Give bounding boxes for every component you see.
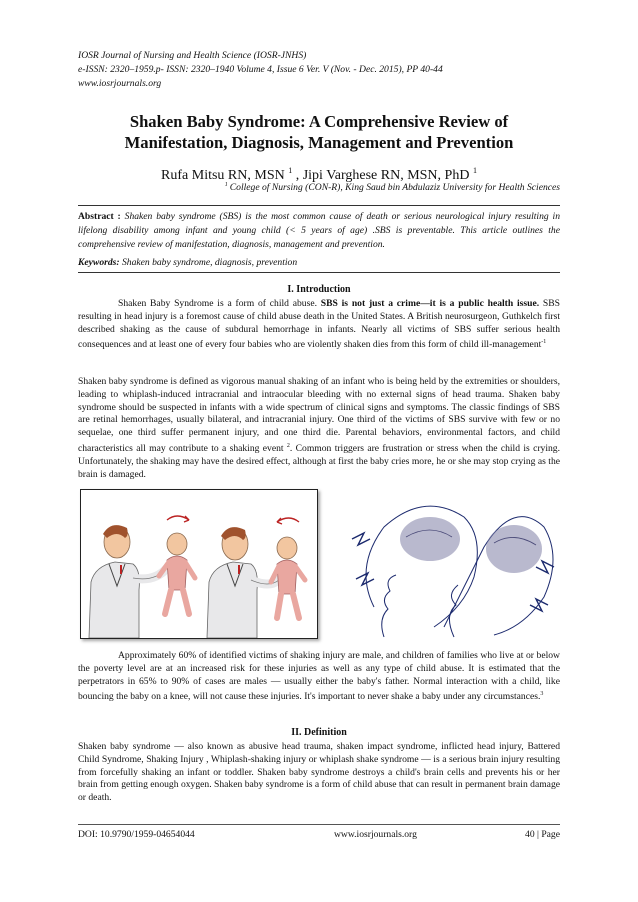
intro-p2-text: Shaken baby syndrome is defined as vigorous manual shaking of an infant who is being held by the extremities or shoulders, leading to whiplash-induced intracranial and intraocular bleeding with no external signs of head trauma. Shaken baby syndrome should be suspected in infants with a wide spectrum of clinical signs and symptoms. The classic findings of SBS are retinal hemorrhages, usually bilateral, and intracranial injury. One third of the victims of SBS survive with few or no sequelae, one third suffer permanent injury, and one third die. Parental behaviors, environmental factors, and child characteristics all may contribute to a shaking event xyxy=(78,376,560,454)
author-1: Rufa Mitsu RN, MSN xyxy=(161,168,285,183)
title-line-2: Manifestation, Diagnosis, Management and Prevention xyxy=(124,133,514,152)
citation-mark: 3 xyxy=(540,691,544,698)
intro-p1-text: SBS resulting in head injury is a foremost cause of child abuse death in the United States. A British neurosurgeon, Guthkelch first described shaking as the cause of subdural hemorrhage in infants. Nearly all victims of SBS suffer serious health consequences and at least one of every four babies who are violently shaken dies from this form of child ill-management xyxy=(78,298,560,351)
intro-paragraph-3 xyxy=(78,650,560,704)
infant-head-outlines xyxy=(366,506,553,637)
keywords xyxy=(78,256,560,270)
abstract-label: Abstract : xyxy=(78,211,121,222)
keywords-label: Keywords: xyxy=(78,257,120,268)
affiliation xyxy=(78,182,560,193)
author-list xyxy=(78,162,560,184)
caregiver-figure-left xyxy=(89,525,174,638)
author-1-affil-mark: 1 xyxy=(288,166,293,175)
section-heading-definition: II. Definition xyxy=(291,727,347,738)
journal-url: www.iosrjournals.org xyxy=(78,78,162,89)
infant-figure-right xyxy=(271,518,305,618)
citation-mark: -1 xyxy=(541,339,547,346)
footer-site: www.iosrjournals.org xyxy=(334,829,417,840)
intro-p1-bold: SBS is not just a crime—it is a public health issue. xyxy=(320,298,540,309)
citation-mark: 2 xyxy=(286,442,290,449)
intro-p3-text: Approximately 60% of identified victims of shaking injury are male, and children of families who live at or below the poverty level are at an increased risk for these injuries as well as any type of child abuse. It is estimated that the perpetrators in 65% to 90% of cases are males — usually either the baby's father. Normal interaction with a child, like bouncing the baby on a knee, will not cause these injuries. It's important to never shake a baby under any circumstances. xyxy=(78,650,560,703)
journal-name: IOSR Journal of Nursing and Health Science (IOSR-JNHS) xyxy=(78,50,307,61)
section-heading-introduction: I. Introduction xyxy=(287,284,351,295)
journal-issn: e-ISSN: 2320–1959.p- ISSN: 2320–1940 Volume 4, Issue 6 Ver. V (Nov. - Dec. 2015), PP 40-44 xyxy=(78,64,443,75)
keywords-text: Shaken baby syndrome, diagnosis, prevention xyxy=(121,257,298,268)
abstract-text: Shaken baby syndrome (SBS) is the most common cause of death or serious neurological injury resulting in lifelong disability among infant and young child (< 5 years of age) .SBS is preventable. This article outlines the comprehensive review of manifestation, diagnosis, management and prevention. xyxy=(78,211,560,250)
infant-figure-left xyxy=(159,516,195,614)
shaking-illustration xyxy=(81,490,317,638)
shaking-illustration-figure xyxy=(80,489,318,639)
affiliation-mark: 1 xyxy=(224,182,228,188)
footer-rule xyxy=(78,824,560,825)
author-2: Jipi Varghese RN, MSN, PhD xyxy=(302,168,470,183)
intro-p1-lead: Shaken Baby Syndrome is a form of child abuse. xyxy=(118,298,317,309)
footer-doi: DOI: 10.9790/1959-04654044 xyxy=(78,829,195,840)
intro-paragraph-1 xyxy=(78,298,560,352)
affiliation-text: College of Nursing (CON-R), King Saud bin Abdulaziz University for Health Sciences xyxy=(229,182,560,193)
journal-header xyxy=(78,49,558,91)
abstract-top-rule xyxy=(78,205,560,206)
author-2-affil-mark: 1 xyxy=(472,166,477,175)
caregiver-figure-right xyxy=(207,527,279,638)
definition-paragraph: Shaken baby syndrome — also known as abusive head trauma, shaken impact syndrome, inflicted head injury, Battered Child Syndrome, Shaking Injury , Whiplash-shaking injury or whiplash shake syndrome — is a serious brain injury resulting from forcefully shaking an infant or toddler. Shaken baby syndrome destroys a child's brain cells and prevents his or her brain from getting enough oxygen. Shaken baby syndrome is a form of child abuse that can result in permanent brain damage or death. xyxy=(78,741,560,804)
brain-injury-illustration xyxy=(344,487,562,639)
title-line-1: Shaken Baby Syndrome: A Comprehensive Review of xyxy=(129,112,509,131)
footer-page-number: 40 | Page xyxy=(525,829,560,840)
keywords-bottom-rule xyxy=(78,272,560,273)
brain-injury-figure xyxy=(344,487,562,639)
paper-title xyxy=(78,111,560,153)
intro-paragraph-2 xyxy=(78,376,560,481)
abstract xyxy=(78,210,560,252)
author-separator: , xyxy=(292,168,303,183)
intro-p2-rest: . Common triggers are frustration or stress when the child is crying. Unfortunately, the shaking may have the desired effect, although at first the baby cries more, he or she may stop crying as the brain is damaged. xyxy=(78,442,560,480)
